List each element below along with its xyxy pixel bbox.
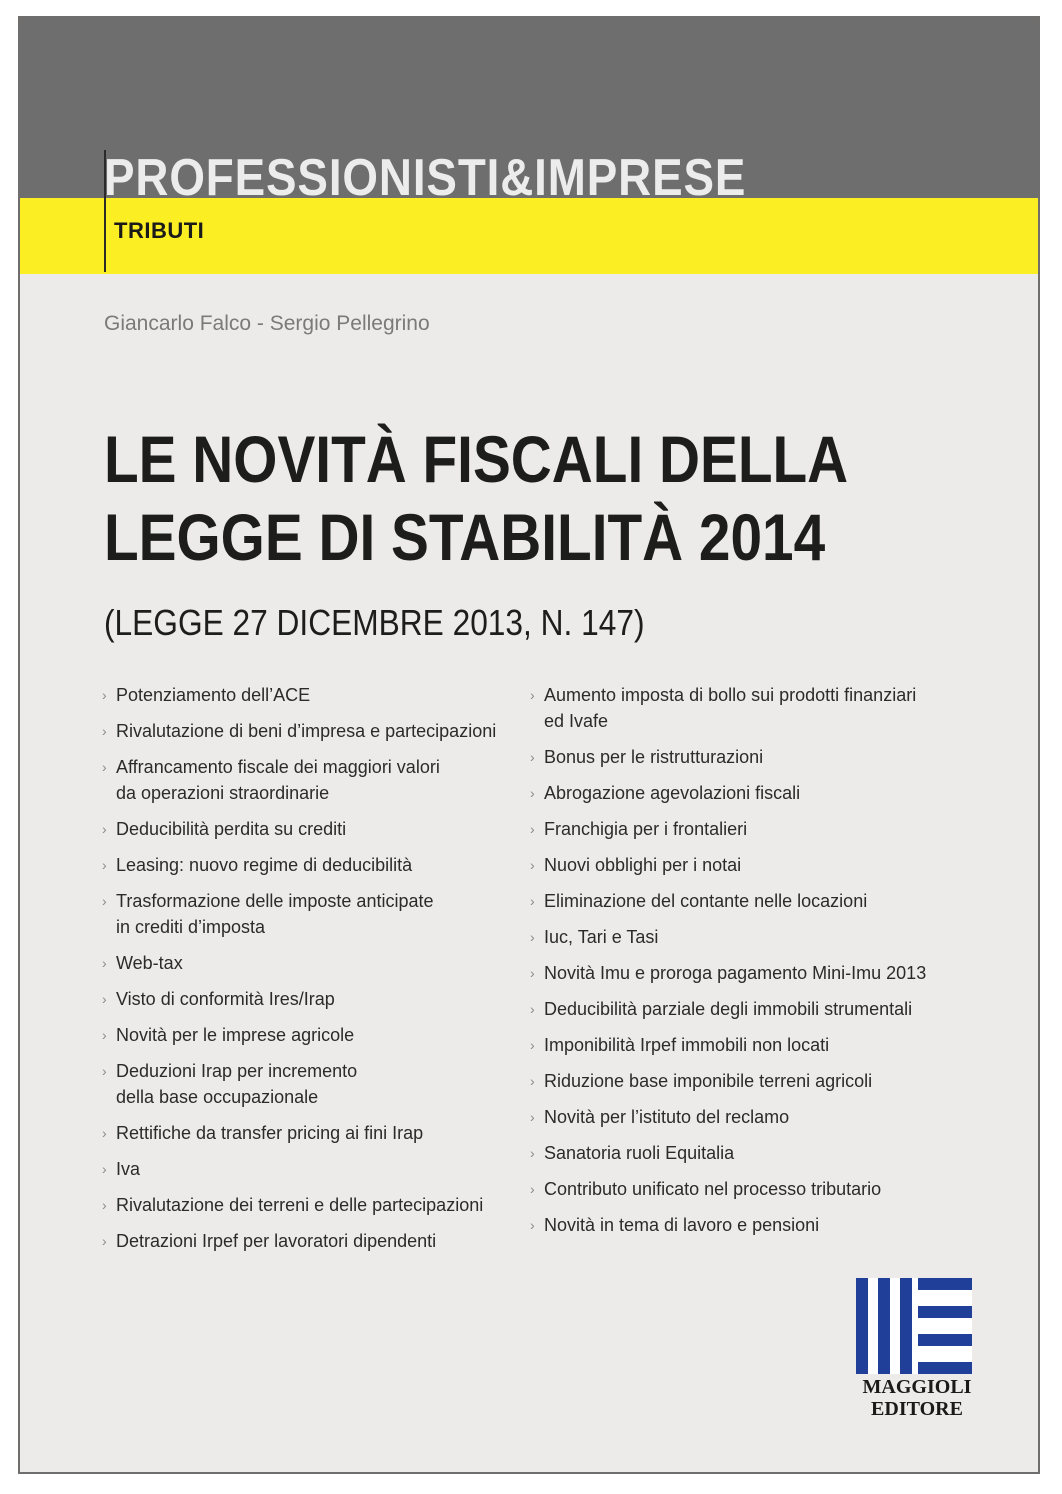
topic-item <box>530 852 970 878</box>
topic-item <box>530 924 970 950</box>
bullet-chevron-icon: › <box>530 687 535 703</box>
topic-item <box>102 950 522 976</box>
topic-text: Aumento imposta di bollo sui prodotti finanziari <box>544 685 917 705</box>
topic-text: Detrazioni Irpef per lavoratori dipendenti <box>116 1231 437 1251</box>
book-title <box>104 420 848 576</box>
topic-item <box>530 996 970 1022</box>
topic-item <box>530 1140 970 1166</box>
bullet-chevron-icon: › <box>102 759 107 775</box>
topic-item <box>102 1022 522 1048</box>
topic-text: da operazioni straordinarie <box>116 783 330 803</box>
topic-text: Potenziamento dell’ACE <box>116 685 311 705</box>
bullet-chevron-icon: › <box>530 929 535 945</box>
topic-item <box>102 816 522 842</box>
bullet-chevron-icon: › <box>530 893 535 909</box>
topic-text: della base occupazionale <box>116 1087 319 1107</box>
bullet-chevron-icon: › <box>102 955 107 971</box>
bullet-chevron-icon: › <box>530 1181 535 1197</box>
topic-item <box>530 1032 970 1058</box>
topic-item <box>102 1120 522 1146</box>
bullet-chevron-icon: › <box>530 821 535 837</box>
topic-text: Contributo unificato nel processo tributario <box>544 1179 882 1199</box>
topic-item <box>102 888 522 940</box>
topic-text: ed Ivafe <box>544 711 609 731</box>
topic-item <box>530 888 970 914</box>
topic-text: Rivalutazione di beni d’impresa e partecipazioni <box>116 721 497 741</box>
bullet-chevron-icon: › <box>102 893 107 909</box>
topic-item <box>102 718 522 744</box>
publisher-name <box>852 1376 982 1420</box>
topic-text: Bonus per le ristrutturazioni <box>544 747 764 767</box>
topic-text: Novità per l’istituto del reclamo <box>544 1107 790 1127</box>
publisher-name-line: EDITORE <box>871 1398 963 1420</box>
topic-text: Novità Imu e proroga pagamento Mini-Imu 2013 <box>544 963 927 983</box>
bullet-chevron-icon: › <box>530 1073 535 1089</box>
topic-text: Sanatoria ruoli Equitalia <box>544 1143 735 1163</box>
topic-item <box>102 986 522 1012</box>
maggioli-logo-icon <box>856 1278 972 1374</box>
topics-list-left <box>102 682 522 1264</box>
bullet-chevron-icon: › <box>102 1161 107 1177</box>
topic-item <box>102 682 522 708</box>
topic-item <box>530 780 970 806</box>
topic-item <box>102 1058 522 1110</box>
bullet-chevron-icon: › <box>530 1145 535 1161</box>
topic-text: Deducibilità parziale degli immobili strumentali <box>544 999 913 1019</box>
topic-text: Affrancamento fiscale dei maggiori valori <box>116 757 440 777</box>
book-subtitle: (LEGGE 27 DICEMBRE 2013, N. 147) <box>104 602 645 643</box>
topic-text: Abrogazione agevolazioni fiscali <box>544 783 801 803</box>
bullet-chevron-icon: › <box>530 1001 535 1017</box>
bullet-chevron-icon: › <box>102 1197 107 1213</box>
authors: Giancarlo Falco - Sergio Pellegrino <box>104 312 430 335</box>
bullet-chevron-icon: › <box>530 749 535 765</box>
topic-text: Leasing: nuovo regime di deducibilità <box>116 855 413 875</box>
bullet-chevron-icon: › <box>102 821 107 837</box>
topic-text: Imponibilità Irpef immobili non locati <box>544 1035 830 1055</box>
bullet-chevron-icon: › <box>102 857 107 873</box>
topic-text: Riduzione base imponibile terreni agricoli <box>544 1071 873 1091</box>
bullet-chevron-icon: › <box>530 785 535 801</box>
bullet-chevron-icon: › <box>102 687 107 703</box>
topic-text: Trasformazione delle imposte anticipate <box>116 891 434 911</box>
topic-text: Iuc, Tari e Tasi <box>544 927 659 947</box>
series-title: PROFESSIONISTI&IMPRESE <box>104 149 747 207</box>
bullet-chevron-icon: › <box>530 1217 535 1233</box>
bullet-chevron-icon: › <box>530 965 535 981</box>
bullet-chevron-icon: › <box>102 1027 107 1043</box>
bullet-chevron-icon: › <box>102 1125 107 1141</box>
topic-item <box>530 1176 970 1202</box>
category-label: TRIBUTI <box>114 218 205 243</box>
topic-text: Visto di conformità Ires/Irap <box>116 989 335 1009</box>
topic-item <box>530 816 970 842</box>
bullet-chevron-icon: › <box>530 1109 535 1125</box>
topic-text: Novità in tema di lavoro e pensioni <box>544 1215 820 1235</box>
topic-item <box>102 1156 522 1182</box>
topic-item <box>530 744 970 770</box>
topic-item <box>530 682 970 734</box>
bullet-chevron-icon: › <box>102 991 107 1007</box>
topic-item <box>102 1228 522 1254</box>
bullet-chevron-icon: › <box>102 723 107 739</box>
topic-item <box>530 1068 970 1094</box>
topic-item <box>102 852 522 878</box>
bullet-chevron-icon: › <box>102 1063 107 1079</box>
topic-text: Iva <box>116 1159 141 1179</box>
topic-item <box>102 754 522 806</box>
bullet-chevron-icon: › <box>102 1233 107 1249</box>
topic-text: Rivalutazione dei terreni e delle partecipazioni <box>116 1195 484 1215</box>
topic-text: Novità per le imprese agricole <box>116 1025 355 1045</box>
topic-text: in crediti d’imposta <box>116 917 266 937</box>
title-line: LE NOVITÀ FISCALI DELLA <box>104 422 849 496</box>
topic-text: Web-tax <box>116 953 183 973</box>
topic-item <box>530 1212 970 1238</box>
bullet-chevron-icon: › <box>530 1037 535 1053</box>
title-line: LEGGE DI STABILITÀ 2014 <box>104 500 826 574</box>
publisher-logo <box>852 1276 982 1436</box>
topics-list-right <box>530 682 970 1248</box>
topic-item <box>102 1192 522 1218</box>
book-cover <box>18 16 1040 1474</box>
topic-item <box>530 1104 970 1130</box>
publisher-name-line: MAGGIOLI <box>862 1376 972 1398</box>
topic-text: Deducibilità perdita su crediti <box>116 819 347 839</box>
topic-text: Franchigia per i frontalieri <box>544 819 748 839</box>
topic-text: Nuovi obblighi per i notai <box>544 855 742 875</box>
topic-text: Rettifiche da transfer pricing ai fini Irap <box>116 1123 424 1143</box>
topic-item <box>530 960 970 986</box>
topic-text: Eliminazione del contante nelle locazioni <box>544 891 868 911</box>
topic-text: Deduzioni Irap per incremento <box>116 1061 358 1081</box>
bullet-chevron-icon: › <box>530 857 535 873</box>
